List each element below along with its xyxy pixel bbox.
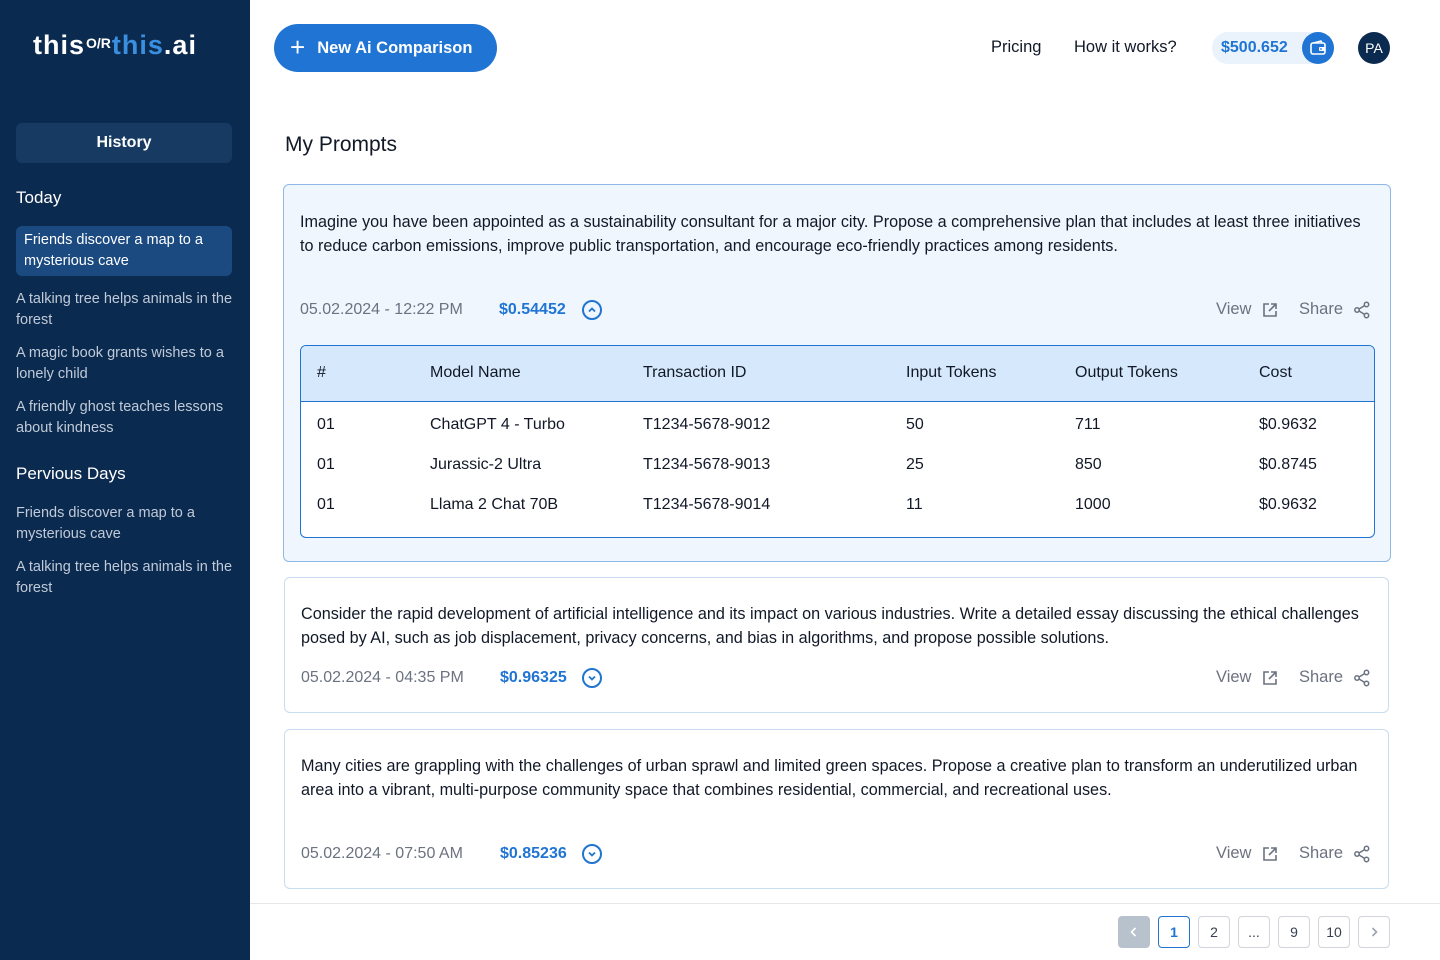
history-item-today-2[interactable]: A talking tree helps animals in the forest	[16, 291, 233, 328]
logo-part-2: this	[111, 30, 164, 60]
history-item-today-3[interactable]: A magic book grants wishes to a lonely child	[16, 345, 224, 382]
history-button[interactable]: History	[16, 123, 232, 163]
cell-model-name: ChatGPT 4 - Turbo	[430, 416, 565, 433]
cell-input-tokens: 25	[906, 456, 924, 473]
external-link-icon	[1261, 669, 1279, 687]
prompt-text: Many cities are grappling with the challenges of urban sprawl and limited green spaces. Propose a creative plan to transform an underutilized urban area into a vibrant, multi-purpose community space that combines residential, commercial, and recreational uses.	[301, 757, 1358, 799]
cell-model-name: Jurassic-2 Ultra	[430, 456, 542, 473]
header-cost: Cost	[1259, 364, 1292, 381]
prompt-cost: $0.85236	[500, 845, 567, 862]
cell-transaction-id: T1234-5678-9013	[643, 456, 771, 473]
prompt-card[interactable]	[284, 577, 1389, 713]
table-header	[301, 346, 1374, 402]
prompt-date: 05.02.2024 - 12:22 PM	[300, 301, 463, 318]
header-output-tokens: Output Tokens	[1075, 364, 1178, 381]
view-label: View	[1216, 844, 1252, 862]
history-item-today-4[interactable]: A friendly ghost teaches lessons about kindness	[16, 399, 224, 436]
view-button[interactable]	[1216, 300, 1279, 319]
share-icon	[1353, 301, 1371, 319]
logo-or: O/R	[86, 35, 111, 51]
header-model-name: Model Name	[430, 364, 521, 381]
prompt-cost: $0.96325	[500, 669, 567, 686]
history-item-previous-1[interactable]: Friends discover a map to a mysterious cave	[16, 505, 195, 542]
cell-input-tokens: 50	[906, 416, 924, 433]
page-ellipsis: ...	[1238, 916, 1270, 948]
view-button[interactable]	[1216, 668, 1279, 687]
prompt-text: Consider the rapid development of artificial intelligence and its impact on various industries. Write a detailed essay discussing the ethical challenges posed by AI, such as job displacement, privacy concerns, and bias in algorithms, and propose possible solutions.	[301, 605, 1359, 647]
chevron-down-icon[interactable]	[582, 668, 602, 688]
logo-part-1: this	[33, 30, 86, 60]
cell-number: 01	[317, 496, 335, 513]
cell-output-tokens: 850	[1075, 456, 1102, 473]
chevron-up-icon[interactable]	[582, 300, 602, 320]
how-it-works-link[interactable]: How it works?	[1074, 38, 1177, 56]
user-avatar[interactable]: PA	[1358, 32, 1390, 64]
cell-cost: $0.9632	[1259, 496, 1317, 513]
history-item-today-1[interactable]: Friends discover a map to a mysterious cave	[16, 226, 232, 276]
balance-badge[interactable]	[1212, 32, 1334, 64]
sidebar	[0, 0, 250, 960]
table-row	[301, 486, 1374, 526]
cell-transaction-id: T1234-5678-9014	[643, 496, 771, 513]
share-label: Share	[1299, 300, 1344, 318]
share-button[interactable]	[1299, 668, 1371, 687]
cell-transaction-id: T1234-5678-9012	[643, 416, 771, 433]
page-button-10[interactable]: 10	[1318, 916, 1350, 948]
transactions-table	[300, 345, 1375, 538]
chevron-down-icon[interactable]	[582, 844, 602, 864]
share-label: Share	[1299, 668, 1344, 686]
cell-input-tokens: 11	[906, 496, 923, 513]
share-button[interactable]	[1299, 300, 1371, 319]
previous-days-title: Pervious Days	[16, 464, 126, 483]
table-row	[301, 446, 1374, 486]
cell-cost: $0.8745	[1259, 456, 1317, 473]
cell-cost: $0.9632	[1259, 416, 1317, 433]
balance-amount: $500.652	[1221, 39, 1288, 56]
page-title: My Prompts	[285, 133, 398, 156]
view-button[interactable]	[1216, 844, 1279, 863]
cell-number: 01	[317, 416, 335, 433]
header-input-tokens: Input Tokens	[906, 364, 997, 381]
external-link-icon	[1261, 301, 1279, 319]
view-label: View	[1216, 300, 1252, 318]
history-item-previous-2[interactable]: A talking tree helps animals in the forest	[16, 559, 233, 596]
page-button-2[interactable]: 2	[1198, 916, 1230, 948]
brand-logo[interactable]	[33, 30, 197, 61]
prompt-text: Imagine you have been appointed as a sustainability consultant for a major city. Propose a comprehensive plan that includes at least three initiatives to reduce carbon emissions, improve public transportation, and encourage eco-friendly practices among residents.	[300, 213, 1361, 255]
cell-number: 01	[317, 456, 335, 473]
prompt-card[interactable]	[284, 729, 1389, 889]
cell-output-tokens: 711	[1075, 416, 1101, 433]
chevron-left-icon[interactable]	[1118, 916, 1150, 948]
share-icon	[1353, 669, 1371, 687]
wallet-icon[interactable]	[1302, 32, 1334, 64]
prompt-card	[283, 184, 1391, 562]
prompt-date: 05.02.2024 - 04:35 PM	[301, 669, 464, 686]
table-row	[301, 406, 1374, 446]
share-icon	[1353, 845, 1371, 863]
cell-output-tokens: 1000	[1075, 496, 1111, 513]
page-button-9[interactable]: 9	[1278, 916, 1310, 948]
share-button[interactable]	[1299, 844, 1371, 863]
chevron-right-icon[interactable]	[1358, 916, 1390, 948]
page-button-1[interactable]: 1	[1158, 916, 1190, 948]
today-title: Today	[16, 188, 62, 207]
external-link-icon	[1261, 845, 1279, 863]
share-label: Share	[1299, 844, 1344, 862]
view-label: View	[1216, 668, 1252, 686]
plus-icon: +	[290, 31, 306, 62]
cell-model-name: Llama 2 Chat 70B	[430, 496, 559, 513]
prompt-date: 05.02.2024 - 07:50 AM	[301, 845, 463, 862]
new-ai-comparison-label: New Ai Comparison	[317, 38, 473, 57]
pagination-divider	[250, 903, 1440, 904]
header-transaction-id: Transaction ID	[643, 364, 747, 381]
header-number: #	[317, 364, 326, 381]
pricing-link[interactable]: Pricing	[991, 38, 1042, 56]
logo-part-3: .ai	[163, 30, 197, 60]
new-ai-comparison-button[interactable]	[274, 24, 497, 72]
prompt-cost: $0.54452	[499, 301, 566, 318]
